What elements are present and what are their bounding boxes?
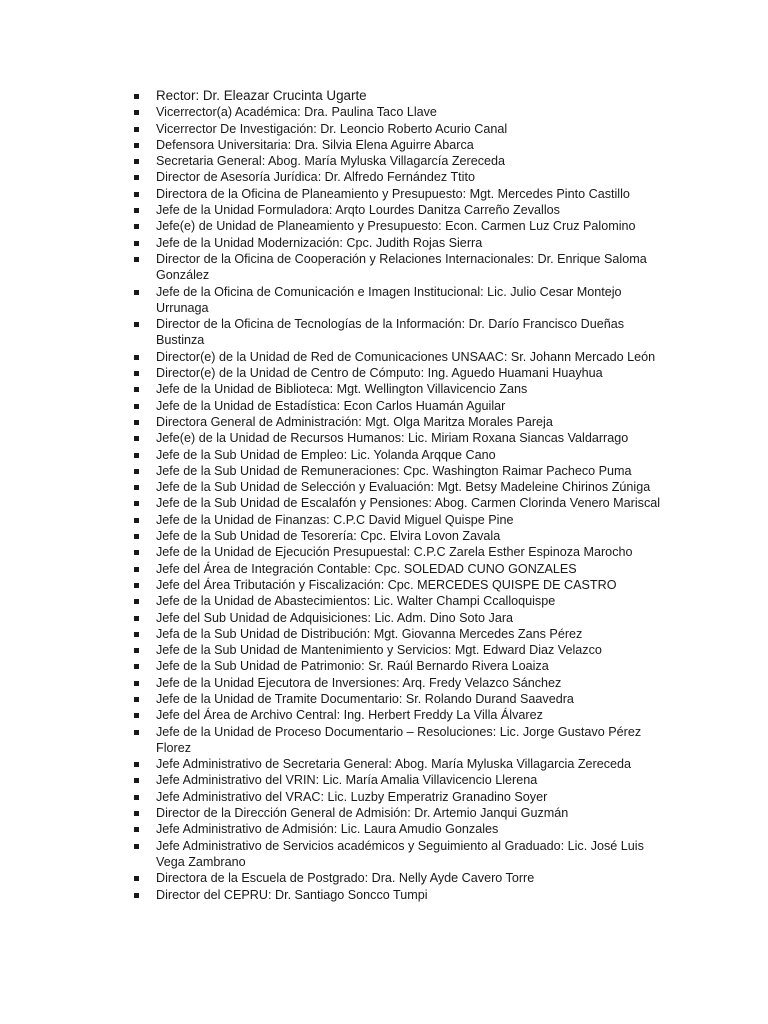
list-item — [132, 805, 662, 821]
list-item-text: Jefe de la Sub Unidad de Empleo: Lic. Yolanda Arqque Cano — [156, 447, 496, 462]
list-item-text: Jefe del Área Tributación y Fiscalización: Cpc. MERCEDES QUISPE DE CASTRO — [156, 577, 617, 592]
list-item-text: Jefa de la Sub Unidad de Distribución: Mgt. Giovanna Mercedes Zans Pérez — [156, 626, 583, 641]
bullet-icon — [134, 290, 139, 295]
list-item — [132, 610, 662, 626]
list-item-text: Jefe de la Sub Unidad de Escalafón y Pensiones: Abog. Carmen Clorinda Venero Mariscal — [156, 496, 661, 511]
list-item — [132, 724, 662, 757]
bullet-icon — [134, 730, 139, 735]
list-item-text: Jefe de la Oficina de Comunicación e Imagen Institucional: Lic. Julio Cesar Montejo Urrunaga — [156, 284, 622, 315]
bullet-icon — [134, 501, 139, 506]
bullet-icon — [134, 827, 139, 832]
list-item — [132, 789, 662, 805]
list-item-text: Jefe del Sub Unidad de Adquisiciones: Lic. Adm. Dino Soto Jara — [156, 610, 514, 625]
bullet-icon — [134, 632, 139, 637]
bullet-icon — [134, 143, 139, 148]
bullet-icon — [134, 844, 139, 849]
list-item — [132, 218, 662, 234]
list-item-text: Jefe del Área de Archivo Central: Ing. Herbert Freddy La Villa Álvarez — [156, 708, 543, 723]
list-item — [132, 284, 662, 317]
bullet-icon — [134, 485, 139, 490]
bullet-icon — [134, 518, 139, 523]
bullet-icon — [134, 599, 139, 604]
list-item — [132, 528, 662, 544]
list-item — [132, 577, 662, 593]
list-item — [132, 626, 662, 642]
bullet-icon — [134, 713, 139, 718]
bullet-icon — [134, 534, 139, 539]
list-item — [132, 137, 662, 153]
bullet-icon — [134, 175, 139, 180]
list-item — [132, 593, 662, 609]
list-item-text: Jefe del Área de Integración Contable: Cpc. SOLEDAD CUNO GONZALES — [156, 561, 577, 576]
list-item-text: Jefe de la Unidad de Proceso Documentario – Resoluciones: Lic. Jorge Gustavo Pérez Florez — [156, 724, 642, 755]
list-item-text: Jefe(e) de la Unidad de Recursos Humanos: Lic. Miriam Roxana Siancas Valdarrago — [156, 431, 629, 446]
list-item-text: Directora de la Escuela de Postgrado: Dra. Nelly Ayde Cavero Torre — [156, 871, 535, 886]
list-item — [132, 169, 662, 185]
list-item — [132, 479, 662, 495]
bullet-icon — [134, 127, 139, 132]
bullet-icon — [134, 681, 139, 686]
list-item-text: Directora de la Oficina de Planeamiento y Presupuesto: Mgt. Mercedes Pinto Castillo — [156, 186, 630, 201]
list-item-text: Rector: Dr. Eleazar Crucinta Ugarte — [156, 88, 367, 103]
list-item — [132, 756, 662, 772]
bullet-icon — [134, 876, 139, 881]
bullet-icon — [134, 583, 139, 588]
bullet-icon — [134, 664, 139, 669]
list-item-text: Jefe de la Sub Unidad de Tesorería: Cpc. Elvira Lovon Zavala — [156, 529, 501, 544]
list-item-text: Jefe de la Unidad de Ejecución Presupuestal: C.P.C Zarela Esther Espinoza Marocho — [156, 545, 633, 560]
list-item-text: Jefe de la Unidad de Biblioteca: Mgt. Wellington Villavicencio Zans — [156, 382, 528, 397]
bullet-icon — [134, 697, 139, 702]
list-item-text: Jefe de la Sub Unidad de Remuneraciones: Cpc. Washington Raimar Pacheco Puma — [156, 463, 632, 478]
list-item — [132, 821, 662, 837]
list-item — [132, 544, 662, 560]
list-item — [132, 430, 662, 446]
bullet-icon — [134, 224, 139, 229]
list-item-text: Jefe de la Unidad Ejecutora de Inversiones: Arq. Fredy Velazco Sánchez — [156, 675, 562, 690]
list-item-text: Jefe de la Unidad Modernización: Cpc. Judith Rojas Sierra — [156, 235, 483, 250]
list-item — [132, 447, 662, 463]
list-item — [132, 88, 662, 104]
list-item-text: Jefe Administrativo de Servicios académicos y Seguimiento al Graduado: Lic. José Luis Vega Zambrano — [156, 838, 644, 869]
list-item-text: Defensora Universitaria: Dra. Silvia Elena Aguirre Abarca — [156, 137, 474, 152]
list-item — [132, 642, 662, 658]
list-item-text: Directora General de Administración: Mgt. Olga Maritza Morales Pareja — [156, 414, 553, 429]
list-item — [132, 251, 662, 284]
list-item — [132, 365, 662, 381]
list-item — [132, 512, 662, 528]
list-item-text: Secretaria General: Abog. María Myluska Villagarcía Zereceda — [156, 154, 506, 169]
officials-list — [132, 88, 662, 903]
list-item-text: Jefe de la Unidad Formuladora: Arqto Lourdes Danitza Carreño Zevallos — [156, 203, 560, 218]
bullet-icon — [134, 208, 139, 213]
list-item-text: Jefe de la Unidad de Finanzas: C.P.C David Miguel Quispe Pine — [156, 512, 514, 527]
list-item — [132, 349, 662, 365]
list-item-text: Director de la Oficina de Tecnologías de la Información: Dr. Darío Francisco Dueñas Bustinza — [156, 317, 625, 348]
list-item-text: Jefe Administrativo de Admisión: Lic. Laura Amudio Gonzales — [156, 822, 499, 837]
list-item-text: Vicerrector(a) Académica: Dra. Paulina Taco Llave — [156, 105, 437, 120]
list-item-text: Jefe de la Sub Unidad de Selección y Evaluación: Mgt. Betsy Madeleine Chirinos Zúniga — [156, 480, 651, 495]
list-item-text: Jefe de la Unidad de Abastecimientos: Lic. Walter Champi Ccalloquispe — [156, 594, 556, 609]
bullet-icon — [134, 893, 139, 898]
bullet-icon — [134, 322, 139, 327]
list-item — [132, 316, 662, 349]
list-item — [132, 772, 662, 788]
bullet-icon — [134, 436, 139, 441]
bullet-icon — [134, 567, 139, 572]
bullet-icon — [134, 355, 139, 360]
list-item — [132, 202, 662, 218]
list-item — [132, 121, 662, 137]
list-item — [132, 381, 662, 397]
bullet-icon — [134, 404, 139, 409]
bullet-icon — [134, 159, 139, 164]
bullet-icon — [134, 469, 139, 474]
list-item-text: Director del CEPRU: Dr. Santiago Soncco Tumpi — [156, 887, 428, 902]
bullet-icon — [134, 778, 139, 783]
list-item — [132, 186, 662, 202]
bullet-icon — [134, 795, 139, 800]
list-item-text: Jefe de la Unidad de Tramite Documentario: Sr. Rolando Durand Saavedra — [156, 691, 574, 706]
list-item-text: Jefe de la Sub Unidad de Mantenimiento y Servicios: Mgt. Edward Diaz Velazco — [156, 643, 602, 658]
list-item-text: Director(e) de la Unidad de Centro de Cómputo: Ing. Aguedo Huamani Huayhua — [156, 366, 603, 381]
list-item — [132, 235, 662, 251]
list-item — [132, 838, 662, 871]
list-item-text: Jefe Administrativo de Secretaria General: Abog. María Myluska Villagarcia Zereceda — [156, 757, 632, 772]
list-item-text: Director de la Dirección General de Admisión: Dr. Artemio Janqui Guzmán — [156, 806, 569, 821]
list-item — [132, 707, 662, 723]
list-item — [132, 561, 662, 577]
bullet-icon — [134, 453, 139, 458]
list-item — [132, 675, 662, 691]
list-item-text: Director(e) de la Unidad de Red de Comunicaciones UNSAAC: Sr. Johann Mercado León — [156, 349, 656, 364]
list-item-text: Jefe Administrativo del VRAC: Lic. Luzby Emperatriz Granadino Soyer — [156, 789, 548, 804]
bullet-icon — [134, 110, 139, 115]
list-item-text: Jefe Administrativo del VRIN: Lic. María Amalia Villavicencio Llerena — [156, 773, 538, 788]
bullet-icon — [134, 371, 139, 376]
bullet-icon — [134, 648, 139, 653]
list-item-text: Director de la Oficina de Cooperación y Relaciones Internacionales: Dr. Enrique Saloma González — [156, 251, 647, 283]
list-item — [132, 870, 662, 886]
bullet-icon — [134, 192, 139, 197]
list-item — [132, 414, 662, 430]
list-item — [132, 153, 662, 169]
bullet-icon — [134, 616, 139, 621]
list-item-text: Vicerrector De Investigación: Dr. Leoncio Roberto Acurio Canal — [156, 121, 508, 136]
list-item-text: Director de Asesoría Jurídica: Dr. Alfredo Fernández Ttito — [156, 170, 475, 185]
bullet-icon — [134, 550, 139, 555]
list-item — [132, 495, 662, 511]
bullet-icon — [134, 811, 139, 816]
bullet-icon — [134, 94, 139, 99]
list-item-text: Jefe(e) de Unidad de Planeamiento y Presupuesto: Econ. Carmen Luz Cruz Palomino — [156, 219, 636, 234]
list-item — [132, 104, 662, 120]
list-item — [132, 691, 662, 707]
list-item — [132, 463, 662, 479]
bullet-icon — [134, 257, 139, 262]
list-item — [132, 887, 662, 903]
list-item-text: Jefe de la Sub Unidad de Patrimonio: Sr. Raúl Bernardo Rivera Loaiza — [156, 659, 549, 674]
bullet-icon — [134, 420, 139, 425]
bullet-icon — [134, 387, 139, 392]
list-item — [132, 398, 662, 414]
bullet-icon — [134, 762, 139, 767]
list-item-text: Jefe de la Unidad de Estadística: Econ Carlos Huamán Aguilar — [156, 398, 506, 413]
list-item — [132, 658, 662, 674]
bullet-icon — [134, 241, 139, 246]
